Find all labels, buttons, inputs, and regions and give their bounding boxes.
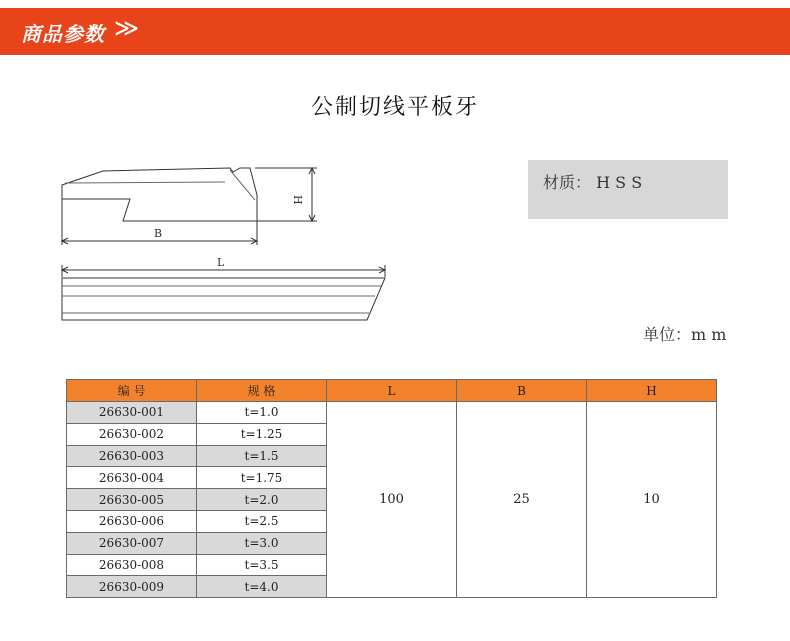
spec-cell: t=3.5: [197, 554, 327, 576]
spec-cell: t=1.0: [197, 402, 327, 424]
label-h: H: [291, 195, 304, 205]
code-cell: 26630-007: [67, 532, 197, 554]
code-cell: 26630-008: [67, 554, 197, 576]
material-value: H S S: [596, 173, 643, 192]
spec-table: [66, 379, 717, 598]
spec-cell: t=2.0: [197, 489, 327, 511]
code-cell: 26630-009: [67, 576, 197, 598]
plan-outline: [62, 278, 385, 320]
section-title: 商品参数: [21, 22, 105, 46]
spec-cell: t=1.5: [197, 445, 327, 467]
code-cell: 26630-001: [67, 402, 197, 424]
header-h: H: [587, 380, 717, 402]
spec-cell: t=2.5: [197, 510, 327, 532]
header-spec: 规 格: [197, 380, 327, 402]
value-b: 25: [457, 402, 587, 598]
table-header-row: [67, 380, 717, 402]
section-header: [0, 8, 790, 55]
double-chevron-right-icon: ≫: [114, 14, 140, 42]
code-cell: 26630-004: [67, 467, 197, 489]
label-l: L: [217, 256, 225, 269]
header-code: 编 号: [67, 380, 197, 402]
code-cell: 26630-003: [67, 445, 197, 467]
value-l: 100: [327, 402, 457, 598]
header-l: L: [327, 380, 457, 402]
profile-outline: [62, 168, 257, 221]
code-cell: 26630-005: [67, 489, 197, 511]
code-cell: 26630-006: [67, 510, 197, 532]
table-row: [67, 402, 717, 424]
spec-cell: t=1.25: [197, 423, 327, 445]
technical-drawing: [55, 155, 395, 330]
unit-text: 单位：m m: [643, 325, 727, 344]
value-h: 10: [587, 402, 717, 598]
product-title: 公制切线平板牙: [310, 95, 479, 120]
material-text: [543, 170, 642, 193]
spec-cell: t=4.0: [197, 576, 327, 598]
code-cell: 26630-002: [67, 423, 197, 445]
header-b: B: [457, 380, 587, 402]
label-b: B: [154, 227, 163, 240]
material-box: [528, 160, 728, 219]
spec-cell: t=3.0: [197, 532, 327, 554]
spec-cell: t=1.75: [197, 467, 327, 489]
material-label: 材质：: [543, 173, 592, 192]
